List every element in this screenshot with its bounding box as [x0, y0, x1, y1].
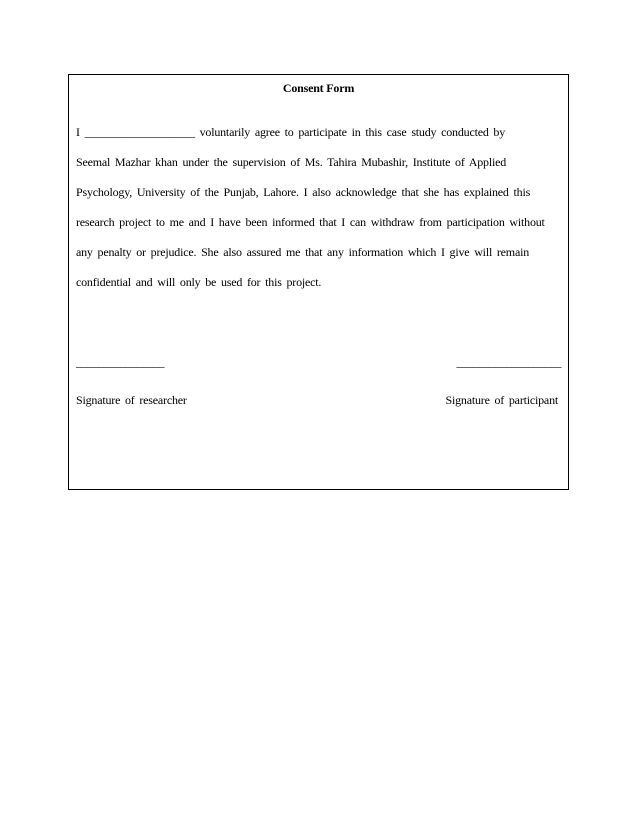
researcher-signature-line: ________________: [76, 355, 164, 369]
paragraph-line: confidential and will only be used for this project.: [76, 275, 322, 289]
form-title: Consent Form: [282, 81, 355, 95]
paragraph-line: any penalty or prejudice. She also assured me that any information which I give will remain: [76, 245, 530, 259]
paragraph-line: Psychology, University of the Punjab, Lahore. I also acknowledge that she has explained this: [76, 185, 531, 199]
participant-signature-label: Signature of participant: [445, 393, 558, 407]
paragraph-line: research project to me and I have been informed that I can withdraw from participation without: [76, 215, 545, 229]
paragraph-line: Seemal Mazhar khan under the supervision of Ms. Tahira Mubashir, Institute of Applied: [76, 155, 507, 169]
consent-paragraph: [76, 125, 561, 305]
researcher-signature-label: Signature of researcher: [76, 393, 187, 407]
consent-form-box: [68, 74, 569, 490]
participant-signature-line: ___________________: [456, 355, 561, 369]
paragraph-line: I ___________________ voluntarily agree to participate in this case study conducted by: [76, 125, 506, 139]
